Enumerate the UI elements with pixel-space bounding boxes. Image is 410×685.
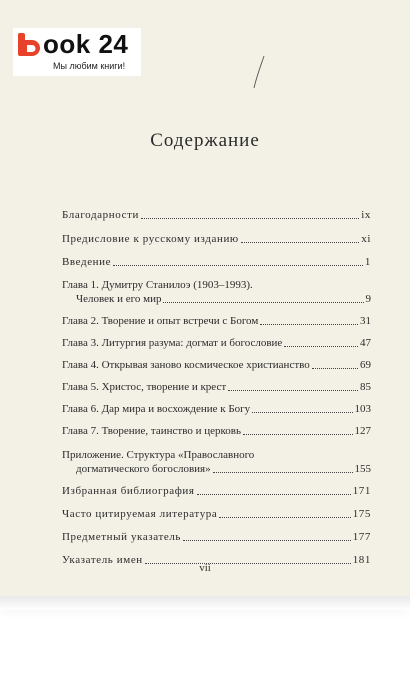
page-shadow bbox=[0, 596, 410, 610]
toc-entry-page: 85 bbox=[360, 381, 371, 393]
toc-entry-chapter-4 bbox=[62, 358, 371, 372]
toc-entry-title: Глава 7. Творение, таинство и церковь bbox=[62, 425, 241, 437]
toc-entry-page: 177 bbox=[352, 531, 371, 543]
toc-entry-page: 171 bbox=[352, 485, 371, 497]
page-number: vii bbox=[199, 562, 211, 574]
toc-entry-bibliography bbox=[62, 484, 371, 498]
toc-entry-introduction bbox=[62, 255, 371, 269]
toc-entry-title: Введение bbox=[62, 256, 112, 268]
toc-entry-chapter-1 bbox=[62, 278, 371, 306]
toc-entry-page: ix bbox=[361, 209, 371, 221]
toc-entry-title: Избранная библиография bbox=[62, 485, 195, 497]
toc-entry-page: 1 bbox=[364, 256, 371, 268]
toc-entry-chapter-6 bbox=[62, 402, 371, 416]
toc-entry-chapter-7 bbox=[62, 424, 371, 438]
toc-entry-title: Предметный указатель bbox=[62, 531, 182, 543]
toc-entry-title: Глава 6. Дар мира и восхождение к Богу bbox=[62, 403, 251, 415]
pen-mark-icon bbox=[252, 55, 266, 89]
toc-entry-chapter-5 bbox=[62, 380, 371, 394]
toc-entry-title: Часто цитируемая литература bbox=[62, 508, 218, 520]
toc-entry-chapter-3 bbox=[62, 336, 371, 350]
toc-entry-page: 31 bbox=[360, 315, 371, 327]
toc-entry-appendix bbox=[62, 448, 371, 476]
toc-entry-page: 9 bbox=[365, 293, 371, 305]
toc-entry-title: Глава 3. Литургия разума: догмат и богословие bbox=[62, 337, 283, 349]
page-title: Содержание bbox=[150, 130, 260, 151]
toc-entry-page: 175 bbox=[352, 508, 371, 520]
toc-entry-subject-index bbox=[62, 530, 371, 544]
toc-entry-title: Указатель имен bbox=[62, 554, 143, 566]
toc-entry-page: 47 bbox=[360, 337, 371, 349]
toc-entry-acknowledgements bbox=[62, 208, 371, 222]
toc-entry-title-continued: Человек и его мир bbox=[76, 293, 162, 305]
toc-entry-title: Предисловие к русскому изданию bbox=[62, 233, 239, 245]
toc-entry-title: Глава 5. Христос, творение и крест bbox=[62, 381, 227, 393]
toc-entry-page: 127 bbox=[354, 425, 371, 437]
toc-entry-page: xi bbox=[361, 233, 371, 245]
book-b-icon bbox=[17, 32, 43, 57]
table-of-contents bbox=[62, 208, 371, 567]
toc-entry-page: 103 bbox=[354, 403, 371, 415]
toc-entry-title-continued: догматического богословия» bbox=[76, 463, 211, 475]
logo-wordmark: ook 24 bbox=[43, 29, 129, 59]
toc-entry-title: Глава 4. Открывая заново космическое христианство bbox=[62, 359, 310, 371]
toc-entry-page: 181 bbox=[352, 554, 371, 566]
logo-tagline: Мы любим книги! bbox=[53, 61, 126, 71]
toc-entry-page: 155 bbox=[354, 463, 371, 475]
toc-entry-cited-literature bbox=[62, 507, 371, 521]
toc-entry-title: Глава 2. Творение и опыт встречи с Богом bbox=[62, 315, 259, 327]
toc-entry-chapter-2 bbox=[62, 314, 371, 328]
book24-logo[interactable] bbox=[13, 28, 141, 76]
toc-entry-preface bbox=[62, 232, 371, 246]
toc-entry-title: Приложение. Структура «Православного bbox=[62, 449, 255, 461]
toc-entry-title: Благодарности bbox=[62, 209, 139, 221]
toc-entry-page: 69 bbox=[360, 359, 371, 371]
toc-entry-title: Глава 1. Думитру Станилоэ (1903–1993). bbox=[62, 279, 253, 291]
